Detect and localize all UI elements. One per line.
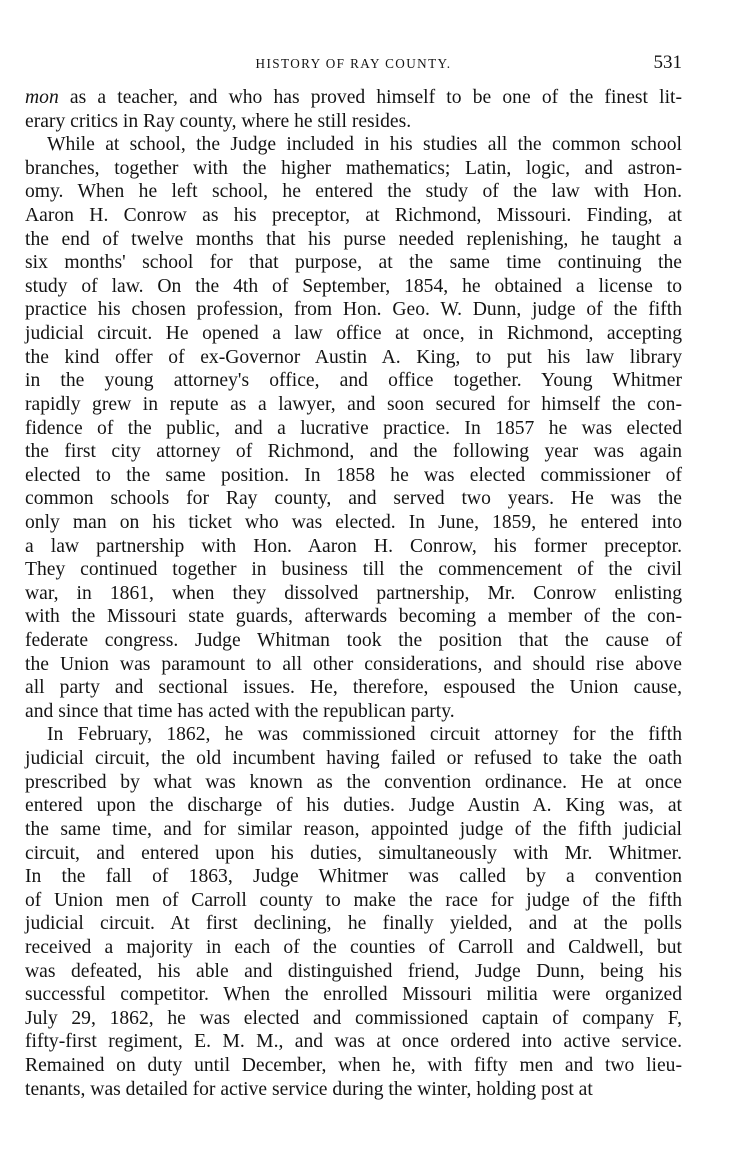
text-line <box>25 487 682 511</box>
text-line <box>25 180 682 204</box>
text-line <box>25 605 682 629</box>
text-line <box>25 936 682 960</box>
line-text: In the fall of 1863, Judge Whitmer was called by a convention <box>25 866 682 888</box>
line-text: the Union was paramount to all other considerations, and should rise above <box>25 653 682 675</box>
body-text <box>25 86 682 1101</box>
text-line <box>25 1030 682 1054</box>
line-text: with the Missouri state guards, afterwards becoming a member of the con- <box>25 606 682 628</box>
line-text: a law partnership with Hon. Aaron H. Conrow, his former preceptor. <box>25 535 682 557</box>
line-text: war, in 1861, when they dissolved partnership, Mr. Conrow enlisting <box>25 582 682 604</box>
line-text: all party and sectional issues. He, therefore, espoused the Union cause, <box>25 677 682 699</box>
text-line <box>25 582 682 606</box>
running-head: HISTORY OF RAY COUNTY. <box>255 56 452 71</box>
text-line <box>25 133 682 157</box>
text-line <box>25 723 682 747</box>
line-text: the first city attorney of Richmond, and the following year was again <box>25 441 682 463</box>
line-text: federate congress. Judge Whitman took the position that the cause of <box>25 630 682 652</box>
text-line <box>25 511 682 535</box>
line-text: practice his chosen profession, from Hon. Geo. W. Dunn, judge of the fifth <box>25 299 682 321</box>
line-text: erary critics in Ray county, where he still resides. <box>25 110 412 132</box>
line-text: study of law. On the 4th of September, 1854, he obtained a license to <box>25 275 682 297</box>
line-text: entered upon the discharge of his duties. Judge Austin A. King was, at <box>25 795 682 817</box>
text-line <box>25 771 682 795</box>
line-text: While at school, the Judge included in his studies all the common school <box>47 134 682 156</box>
text-line <box>25 110 682 134</box>
paragraphs <box>25 86 682 1101</box>
line-text: Aaron H. Conrow as his preceptor, at Richmond, Missouri. Finding, at <box>25 205 682 227</box>
text-line <box>25 369 682 393</box>
text-line <box>25 417 682 441</box>
text-line <box>25 700 682 724</box>
line-text: the kind offer of ex-Governor Austin A. King, to put his law library <box>25 346 682 368</box>
line-text: received a majority in each of the counties of Carroll and Caldwell, but <box>25 936 682 958</box>
text-line <box>25 322 682 346</box>
text-line <box>25 842 682 866</box>
page-header <box>25 52 682 76</box>
text-line <box>25 346 682 370</box>
text-line <box>25 960 682 984</box>
line-text: only man on his ticket who was elected. In June, 1859, he entered into <box>25 511 682 533</box>
text-line <box>25 535 682 559</box>
line-text: judicial circuit. He opened a law office at once, in Richmond, accepting <box>25 323 682 345</box>
line-text: elected to the same position. In 1858 he was elected commissioner of <box>25 464 682 486</box>
line-text: circuit, and entered upon his duties, simultaneously with Mr. Whitmer. <box>25 842 682 864</box>
text-line <box>25 1007 682 1031</box>
paragraph <box>25 133 682 723</box>
line-text: as a teacher, and who has proved himself to be one of the finest lit- <box>58 87 682 108</box>
text-line <box>25 889 682 913</box>
line-text: branches, together with the higher mathematics; Latin, logic, and astron- <box>25 157 682 179</box>
line-text: rapidly grew in repute as a lawyer, and soon secured for himself the con- <box>25 393 682 415</box>
text-line <box>25 912 682 936</box>
text-line <box>25 558 682 582</box>
paragraph <box>25 723 682 1101</box>
line-text: fidence of the public, and a lucrative practice. In 1857 he was elected <box>25 417 682 439</box>
line-text: judicial circuit, the old incumbent having failed or refused to take the oath <box>25 748 682 770</box>
text-line <box>25 157 682 181</box>
line-text: and since that time has acted with the republican party. <box>25 700 455 722</box>
page-number: 531 <box>653 52 682 73</box>
line-text: judicial circuit. At first declining, he finally yielded, and at the polls <box>25 913 682 935</box>
line-text: They continued together in business till the commencement of the civil <box>25 559 682 581</box>
line-text: six months' school for that purpose, at the same time continuing the <box>25 252 682 274</box>
text-line <box>25 393 682 417</box>
text-line <box>25 676 682 700</box>
line-text: prescribed by what was known as the convention ordinance. He at once <box>25 771 682 793</box>
text-line <box>25 204 682 228</box>
line-text: the end of twelve months that his purse needed replenishing, he taught a <box>25 228 682 250</box>
text-line <box>25 983 682 1007</box>
line-text: was defeated, his able and distinguished friend, Judge Dunn, being his <box>25 960 682 982</box>
text-line <box>25 440 682 464</box>
line-text: tenants, was detailed for active service during the winter, holding post at <box>25 1078 593 1100</box>
text-line <box>25 275 682 299</box>
text-line <box>25 747 682 771</box>
text-line <box>25 865 682 889</box>
line-text: fifty-first regiment, E. M. M., and was at once ordered into active service. <box>25 1031 682 1053</box>
text-line <box>25 1078 682 1102</box>
text-line <box>25 629 682 653</box>
line-text: in the young attorney's office, and office together. Young Whitmer <box>25 370 682 392</box>
line-text: In February, 1862, he was commissioned circuit attorney for the fifth <box>47 724 682 746</box>
text-line <box>25 818 682 842</box>
text-line <box>25 794 682 818</box>
line-text: common schools for Ray county, and served two years. He was the <box>25 488 682 510</box>
text-line <box>25 298 682 322</box>
text-line <box>25 251 682 275</box>
italic-fragment: mon <box>25 87 59 108</box>
paragraph <box>25 86 682 133</box>
line-text: omy. When he left school, he entered the study of the law with Hon. <box>25 181 682 203</box>
text-line <box>25 464 682 488</box>
text-line <box>25 1054 682 1078</box>
line-text: July 29, 1862, he was elected and commissioned captain of company F, <box>25 1007 682 1029</box>
line-text: of Union men of Carroll county to make the race for judge of the fifth <box>25 889 682 911</box>
line-text: Remained on duty until December, when he, with fifty men and two lieu- <box>25 1054 682 1076</box>
text-line <box>25 228 682 252</box>
text-line <box>25 86 682 110</box>
text-line <box>25 653 682 677</box>
line-text: the same time, and for similar reason, appointed judge of the fifth judicial <box>25 818 682 840</box>
line-text: successful competitor. When the enrolled Missouri militia were organized <box>25 984 682 1006</box>
